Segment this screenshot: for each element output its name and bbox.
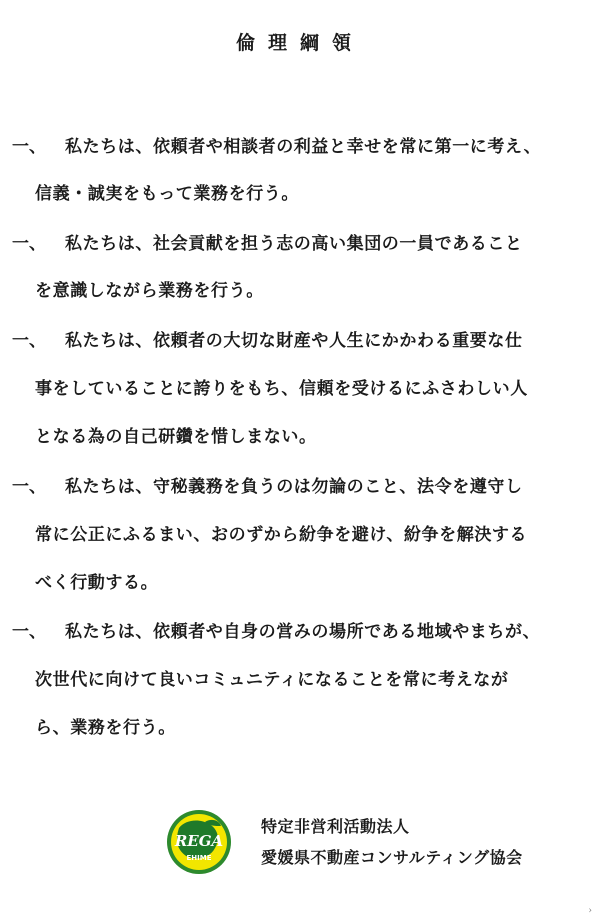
clause-line: 私たちは、依頼者や自身の営みの場所である地域やまちが、	[65, 622, 541, 642]
clause-line: 常に公正にふるまい、おのずから紛争を避け、紛争を解決する	[35, 525, 528, 545]
page-mark: ›	[588, 906, 592, 916]
clause-line: 私たちは、社会貢献を担う志の高い集団の一員であること	[65, 234, 523, 254]
org-name: 愛媛県不動産コンサルティング協会	[261, 848, 523, 867]
clause-line: 私たちは、依頼者や相談者の利益と幸せを常に第一に考え、	[65, 137, 542, 157]
clause-marker: 一、	[12, 137, 46, 157]
clause-marker: 一、	[12, 622, 46, 642]
footer	[165, 808, 595, 880]
clause-line: を意識しながら業務を行う。	[35, 281, 264, 301]
clause-marker: 一、	[12, 331, 46, 351]
clause-line: べく行動する。	[35, 573, 159, 593]
rega-logo	[165, 808, 233, 876]
org-type: 特定非営利活動法人	[261, 817, 410, 836]
clause-marker: 一、	[12, 234, 46, 254]
clause-line: 事をしていることに誇りをもち、信頼を受けるにふさわしい人	[35, 379, 528, 399]
clause-line: となる為の自己研鑽を惜しまない。	[35, 427, 317, 447]
logo-text: REGA	[174, 832, 224, 850]
clause-line: 次世代に向けて良いコミュニティになることを常に考えなが	[35, 670, 509, 690]
clause-line: 私たちは、依頼者の大切な財産や人生にかかわる重要な仕	[65, 331, 523, 351]
page-title: 倫理綱領	[235, 32, 364, 54]
logo-subtext: EHIME	[186, 854, 212, 862]
clause-marker: 一、	[12, 477, 46, 497]
clause-line: 信義・誠実をもって業務を行う。	[35, 184, 299, 204]
clause-line: 私たちは、守秘義務を負うのは勿論のこと、法令を遵守し	[65, 477, 523, 497]
clause-line: ら、業務を行う。	[35, 718, 176, 738]
